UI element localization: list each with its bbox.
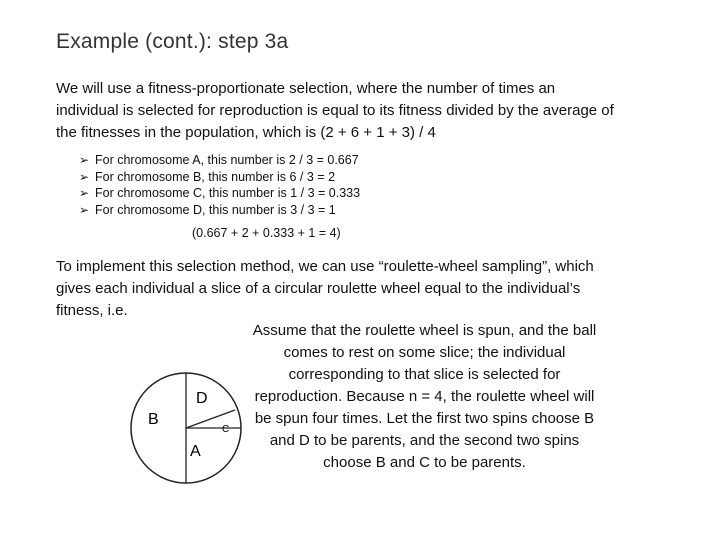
arrow-bullet-icon: ➢ (79, 169, 90, 184)
intro-paragraph: We will use a fitness-proportionate selection, where the number of times an individual is selected for reproduction is equal to its fitness divided by the average of the fitnesses in the population, which is (2 + 6 + 1 + 3) / 4 (56, 80, 614, 141)
slice-label-a: A (190, 443, 201, 460)
list-item: ➢ For chromosome D, this number is 3 / 3 = 1 (79, 202, 336, 217)
slice-label-d: D (196, 390, 208, 407)
slide-title: Example (cont.): step 3a (56, 30, 289, 53)
arrow-bullet-icon: ➢ (79, 186, 90, 200)
arrow-bullet-icon: ➢ (79, 153, 90, 167)
roulette-paragraph: To implement this selection method, we can use “roulette-wheel sampling”, which gives each individual a slice of a circular roulette wheel equal to the individual’s fitness, i.e. (56, 258, 594, 319)
slice-label-c: C (222, 424, 230, 435)
list-item: ➢ For chromosome A, this number is 2 / 3 = 0.667 (79, 153, 359, 167)
chromosome-list (79, 152, 360, 218)
slice-label-b: B (148, 411, 159, 428)
sum-line: (0.667 + 2 + 0.333 + 1 = 4) (192, 226, 341, 240)
roulette-wheel-diagram (128, 370, 248, 490)
list-item: ➢ For chromosome C, this number is 1 / 3 = 0.333 (79, 186, 361, 200)
arrow-bullet-icon: ➢ (79, 202, 90, 217)
list-item: ➢ For chromosome B, this number is 6 / 3 = 2 (79, 169, 336, 184)
side-explanation: Assume that the roulette wheel is spun, and the ball comes to rest on some slice; the individual corresponding to that slice is selected for reproduction. Because n = 4, the roulette wheel will be spun four times. Let the first two spins choose B and D to be parents, and the second two spins choose B and C to be parents. (252, 322, 597, 471)
